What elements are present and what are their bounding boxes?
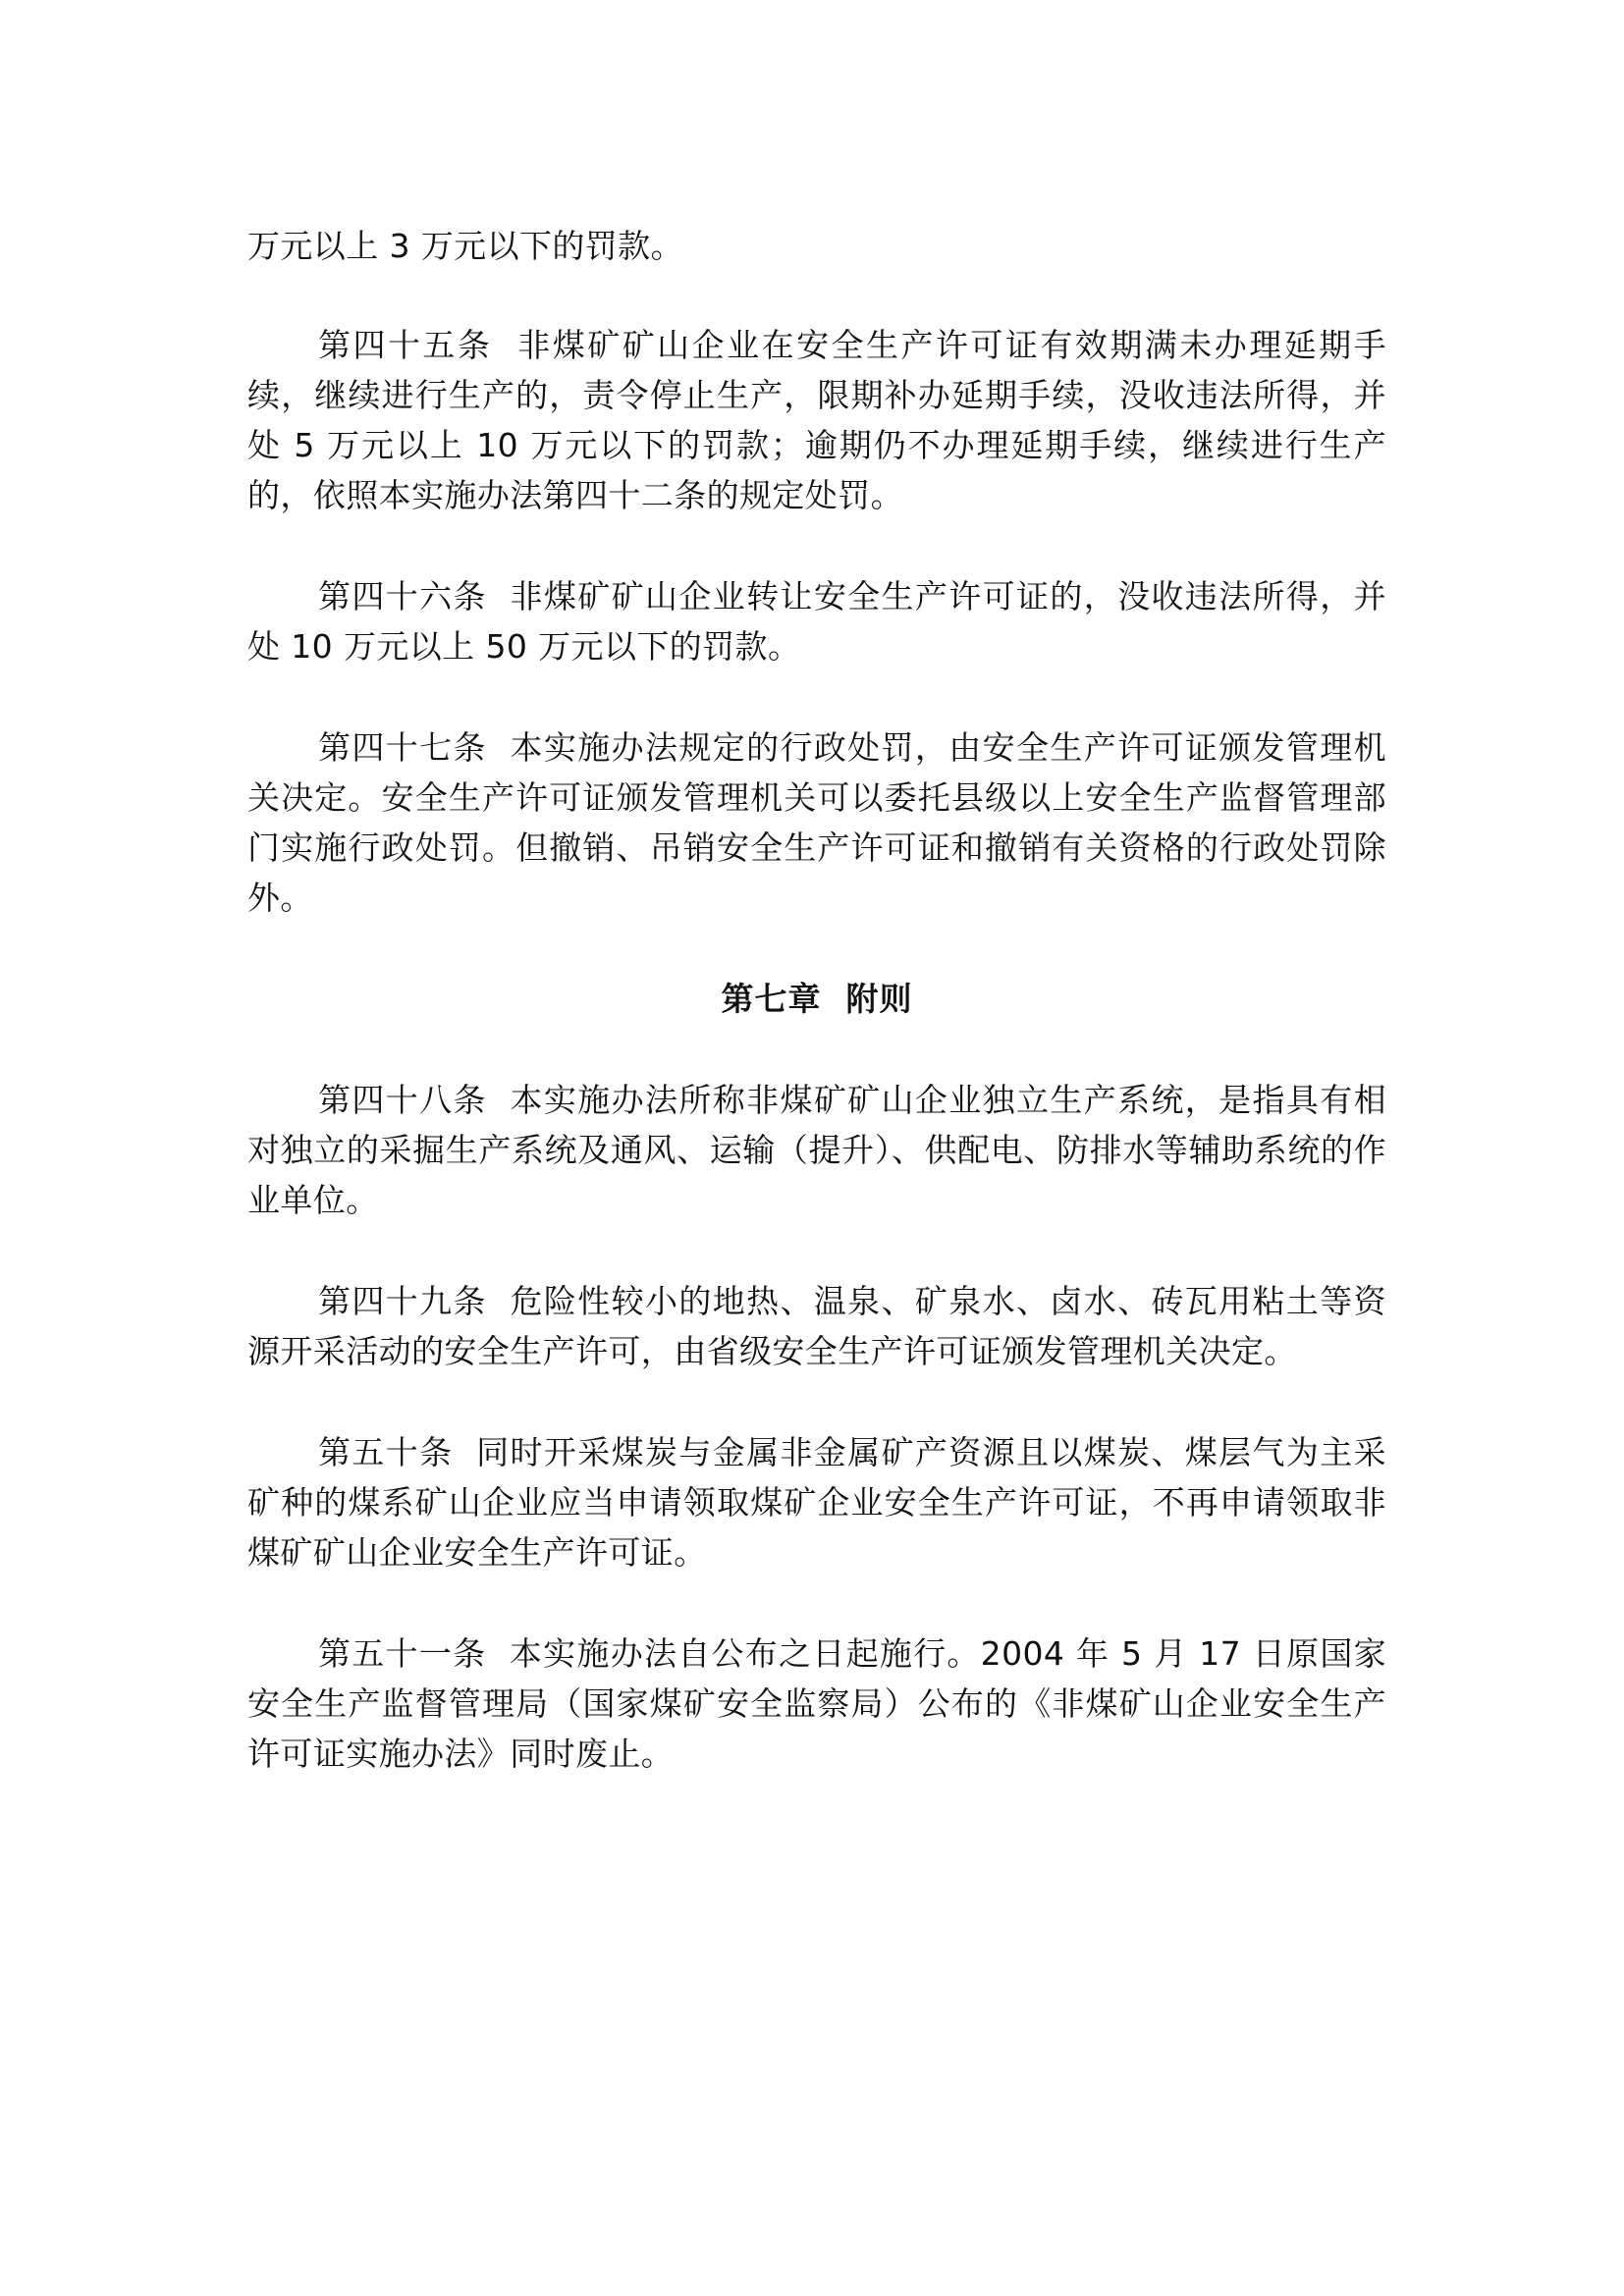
article-label: 第四十五条 [318, 326, 493, 364]
article-text: 本实施办法自公布之日起施行。2004 年 5 月 17 日原国家安全生产监督管理局（国家煤矿安全监察局）公布的《非煤矿山企业安全生产许可证实施办法》同时废止。 [247, 1634, 1387, 1773]
article-45 [247, 320, 1386, 520]
article-label: 第四十六条 [318, 577, 487, 615]
document-body [247, 221, 1386, 1830]
article-text: 本实施办法规定的行政处罚，由安全生产许可证颁发管理机关决定。安全生产许可证颁发管理机关可以委托县级以上安全生产监督管理部门实施行政处罚。但撤销、吊销安全生产许可证和撤销有关资格的行政处罚除外。 [247, 728, 1387, 917]
article-text: 非煤矿矿山企业转让安全生产许可证的，没收违法所得，并处 10 万元以上 50 万元以下的罚款。 [247, 577, 1387, 666]
article-label: 第四十九条 [318, 1282, 487, 1320]
article-51 [247, 1629, 1386, 1779]
article-label: 第四十七条 [318, 728, 487, 767]
article-50 [247, 1427, 1386, 1577]
article-47 [247, 722, 1386, 923]
continuation-paragraph [247, 221, 1386, 271]
article-label: 第五十条 [318, 1433, 454, 1471]
article-text: 危险性较小的地热、温泉、矿泉水、卤水、砖瓦用粘土等资源开采活动的安全生产许可，由省级安全生产许可证颁发管理机关决定。 [247, 1282, 1387, 1370]
article-49 [247, 1276, 1386, 1376]
article-label: 第四十八条 [318, 1081, 487, 1119]
article-text: 本实施办法所称非煤矿矿山企业独立生产系统，是指具有相对独立的采掘生产系统及通风、运输（提升）、供配电、防排水等辅助系统的作业单位。 [247, 1081, 1387, 1219]
chapter-title: 第七章 附则 [721, 980, 913, 1018]
continuation-text: 万元以上 3 万元以下的罚款。 [247, 227, 683, 265]
article-text: 同时开采煤炭与金属非金属矿产资源且以煤炭、煤层气为主采矿种的煤系矿山企业应当申请领取煤矿企业安全生产许可证，不再申请领取非煤矿矿山企业安全生产许可证。 [247, 1433, 1386, 1572]
article-text: 非煤矿矿山企业在安全生产许可证有效期满未办理延期手续，继续进行生产的，责令停止生产，限期补办延期手续，没收违法所得，并处 5 万元以上 10 万元以下的罚款；逾期仍不办理延期手续，继续进行生产的，依照本实施办法第四十二条的规定处罚。 [247, 326, 1387, 514]
article-48 [247, 1075, 1386, 1225]
article-label: 第五十一条 [318, 1634, 487, 1673]
article-46 [247, 571, 1386, 671]
